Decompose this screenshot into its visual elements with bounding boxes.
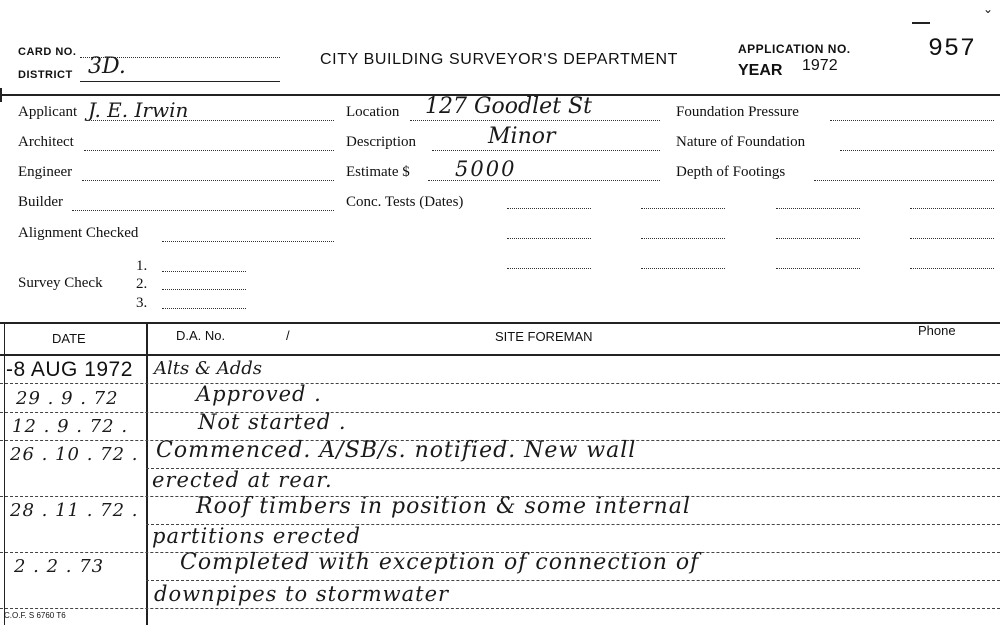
- year-value: 1972: [802, 57, 838, 74]
- conc-tests-label: Conc. Tests (Dates): [346, 194, 464, 210]
- log-entry-text: Roof timbers in position & some internal: [196, 494, 691, 519]
- conc-test-line: [910, 208, 994, 209]
- architect-label: Architect: [18, 134, 74, 150]
- log-date: 29 . 9 . 72: [16, 388, 119, 409]
- description-label: Description: [346, 134, 416, 150]
- log-phone-header: Phone: [918, 323, 956, 338]
- conc-test-line: [641, 238, 725, 239]
- district-line: [80, 81, 280, 82]
- year-label: YEAR: [738, 62, 783, 79]
- department-title: CITY BUILDING SURVEYOR'S DEPARTMENT: [320, 51, 679, 68]
- log-entry-text: Completed with exception of connection of: [180, 550, 700, 575]
- log-da-no-header: D.A. No.: [176, 328, 226, 343]
- mark-line: [912, 22, 930, 24]
- log-top-rule: [0, 322, 1000, 324]
- conc-test-line: [641, 208, 725, 209]
- log-entry-text: erected at rear.: [152, 468, 333, 492]
- log-entry-text: Alts & Adds: [154, 358, 262, 379]
- log-date-header: DATE: [52, 331, 86, 346]
- log-date: 28 . 11 . 72 .: [10, 500, 139, 521]
- conc-test-line: [507, 238, 591, 239]
- applicant-value: J. E. Irwin: [88, 98, 189, 122]
- conc-test-line: [910, 238, 994, 239]
- row-separator: [146, 580, 1000, 581]
- log-entry-text: downpipes to stormwater: [154, 582, 450, 606]
- card-no-label: CARD NO.: [18, 46, 77, 58]
- corner-mark-icon: ⌄: [983, 2, 994, 16]
- survey-line-1: [162, 271, 246, 272]
- location-value: 127 Goodlet St: [425, 94, 592, 119]
- survey-line-2: [162, 289, 246, 290]
- architect-line: [84, 150, 334, 151]
- engineer-label: Engineer: [18, 164, 73, 180]
- row-separator: [0, 383, 1000, 384]
- row-separator: [0, 608, 1000, 609]
- location-label: Location: [346, 104, 400, 120]
- log-entry-text: Commenced. A/SB/s. notified. New wall: [156, 438, 637, 463]
- conc-test-line: [507, 208, 591, 209]
- log-date: 26 . 10 . 72 .: [10, 444, 139, 465]
- description-line: [432, 150, 660, 151]
- row-separator: [0, 412, 1000, 413]
- nature-foundation-line: [840, 150, 994, 151]
- log-entry-text: partitions erected: [152, 524, 361, 548]
- district-value: 3D.: [88, 54, 126, 79]
- survey-num-3: 3.: [136, 295, 148, 311]
- log-site-foreman-header: SITE FOREMAN: [495, 329, 593, 344]
- estimate-line: [428, 180, 660, 181]
- builder-line: [72, 210, 334, 211]
- log-entry-text: Approved .: [196, 382, 322, 406]
- conc-test-line: [776, 268, 860, 269]
- log-header-rule: [0, 354, 1000, 356]
- alignment-line: [162, 241, 334, 242]
- alignment-label: Alignment Checked: [18, 225, 139, 241]
- survey-num-2: 2.: [136, 276, 148, 292]
- depth-footings-line: [814, 180, 994, 181]
- conc-test-line: [776, 208, 860, 209]
- foundation-pressure-line: [830, 120, 994, 121]
- engineer-line: [82, 180, 334, 181]
- nature-foundation-label: Nature of Foundation: [676, 134, 806, 150]
- log-date: 2 . 2 . 73: [14, 556, 105, 577]
- log-entry-text: Not started .: [198, 410, 347, 434]
- survey-line-3: [162, 308, 246, 309]
- district-label: DISTRICT: [18, 69, 73, 81]
- application-no-label: APPLICATION NO.: [738, 42, 851, 56]
- estimate-value: 5000: [455, 157, 517, 181]
- conc-test-line: [776, 238, 860, 239]
- log-slash: /: [286, 328, 290, 343]
- survey-num-1: 1.: [136, 258, 148, 274]
- conc-test-line: [910, 268, 994, 269]
- conc-test-line: [641, 268, 725, 269]
- applicant-line: [86, 120, 334, 121]
- application-number: 957: [928, 34, 977, 63]
- depth-footings-label: Depth of Footings: [676, 164, 786, 180]
- estimate-label: Estimate $: [346, 164, 410, 180]
- form-code: C.O.F. S 6760 T6: [4, 611, 66, 620]
- location-line: [410, 120, 660, 121]
- description-value: Minor: [488, 124, 556, 149]
- log-date: -8 AUG 1972: [6, 358, 133, 381]
- log-date: 12 . 9 . 72 .: [12, 416, 129, 437]
- survey-check-label: Survey Check: [18, 275, 103, 291]
- left-frame: [4, 322, 5, 625]
- applicant-label: Applicant: [18, 104, 78, 120]
- conc-test-line: [507, 268, 591, 269]
- frame-corner: [0, 88, 16, 102]
- builder-label: Builder: [18, 194, 63, 210]
- foundation-pressure-label: Foundation Pressure: [676, 104, 799, 120]
